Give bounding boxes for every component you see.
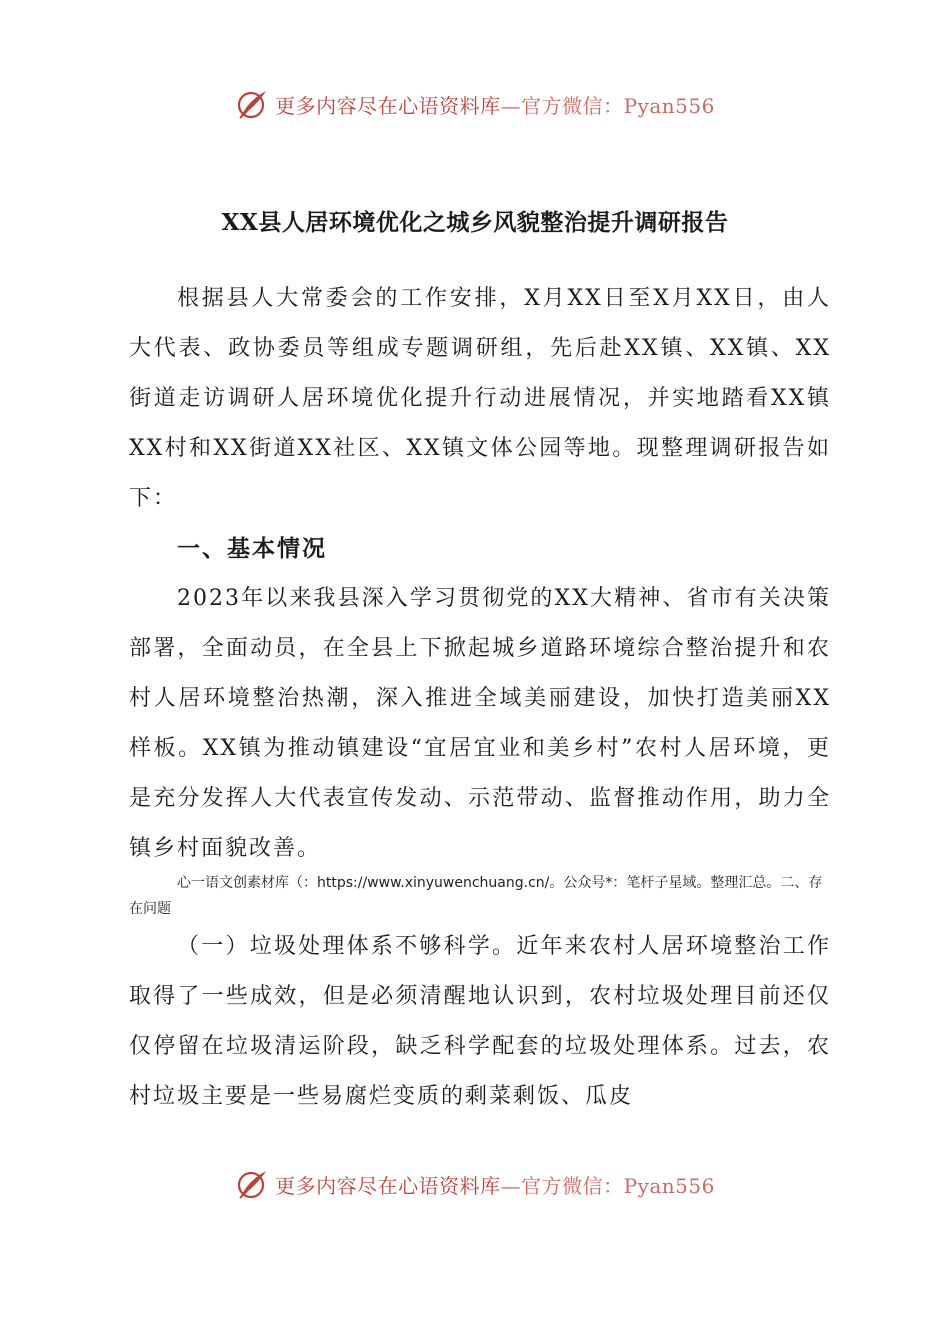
banner-text <box>275 90 715 119</box>
header-banner <box>0 82 950 126</box>
footer-banner <box>0 1162 950 1206</box>
paragraph-problem-1: （一）垃圾处理体系不够科学。近年来农村人居环境整治工作取得了一些成效，但是必须清醒地认识到，农村垃圾处理目前还仅仅停留在垃圾清运阶段，缺乏科学配套的垃圾处理体系。过去，农村垃圾主要是一些易腐烂变质的剩菜剩饭、瓜皮 <box>129 934 831 1109</box>
banner-wechat-id: Pyan556 <box>623 1173 715 1198</box>
paragraph-intro: 根据县人大常委会的工作安排，X月XX日至X月XX日，由人大代表、政协委员等组成专题调研组，先后赴XX镇、XX镇、XX街道走访调研人居环境优化提升行动进展情况，并实地踏看XX镇XX村和XX街道XX社区、XX镇文体公园等地。现整理调研报告如下： <box>129 286 831 511</box>
banner-text <box>275 1170 715 1199</box>
banner-wechat-id: Pyan556 <box>623 93 715 118</box>
section-heading-basic: 一、基本情况 <box>177 535 327 562</box>
banner-text-dash: —官方微信： <box>500 1173 624 1198</box>
quill-pen-logo-icon <box>235 1166 271 1202</box>
banner-text-dash: —官方微信： <box>500 93 624 118</box>
paragraph-basic-situation: 2023年以来我县深入学习贯彻党的XX大精神、省市有关决策部署，全面动员，在全县上下掀起城乡道路环境综合整治提升和农村人居环境整治热潮，深入推进全域美丽建设，加快打造美丽XX样板。XX镇为推动镇建设“宜居宜业和美乡村”农村人居环境，更是充分发挥人大代表宣传发动、示范带动、监督推动作用，助力全镇乡村面貌改善。 <box>129 586 831 861</box>
banner-text-main: 更多内容尽在心语资料库 <box>275 1173 501 1198</box>
quill-pen-logo-icon <box>235 86 271 122</box>
source-note: 心一语文创素材库（：https://www.xinyuwenchuang.cn/。公众号*：笔杆子星域。整理汇总。二、存在问题 <box>129 875 823 917</box>
document-title: XX县人居环境优化之城乡风貌整治提升调研报告 <box>221 209 729 236</box>
banner-text-main: 更多内容尽在心语资料库 <box>275 93 501 118</box>
